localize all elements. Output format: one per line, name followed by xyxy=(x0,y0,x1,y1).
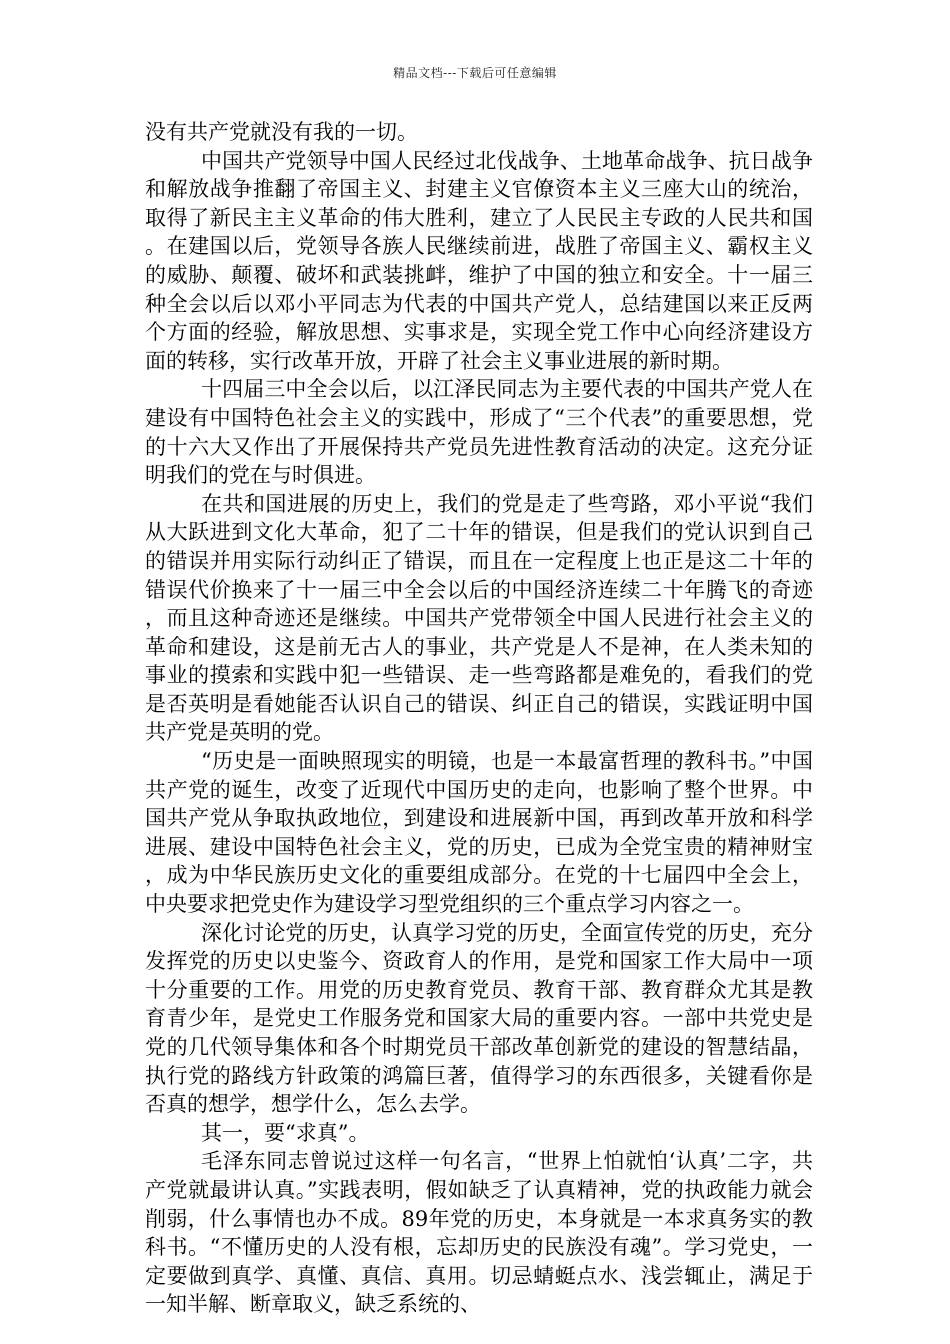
paragraph-4: 在共和国进展的历史上，我们的党是走了些弯路，邓小平说“我们从大跃进到文化大革命，犯了二十年的错误，但是我们的党认识到自己的错误并用实际行动纠正了错误，而且在一定程度上也正是这二十年的错误代价换来了十一届三中全会以后的中国经济连续二十年腾飞的奇迹，而且这种奇迹还是继续。中国共产党带领全中国人民进行社会主义的革命和建设，这是前无古人的事业，共产党是人不是神，在人类未知的事业的摸索和实践中犯一些错误、走一些弯路都是难免的，看我们的党是否英明是看她能否认识自己的错误、纠正自己的错误，实践证明中国共产党是英明的党。 xyxy=(145,491,813,745)
paragraph-3: 十四届三中全会以后，以江泽民同志为主要代表的中国共产党人在建设有中国特色社会主义的实践中，形成了“三个代表”的重要思想，党的十六大又作出了开展保持共产党员先进性教育活动的决定。这充分证明我们的党在与时俱进。 xyxy=(145,377,813,488)
paragraph-5: “历史是一面映照现实的明镜，也是一本最富哲理的教科书。”中国共产党的诞生，改变了近现代中国历史的走向，也影响了整个世界。中国共产党从争取执政地位，到建设和进展新中国，再到改革开放和科学进展、建设中国特色社会主义，党的历史，已成为全党宝贵的精神财宝，成为中华民族历史文化的重要组成部分。在党的十七届四中全会上，中央要求把党史作为建设学习型党组织的三个重点学习内容之一。 xyxy=(145,749,813,917)
paragraph-6: 深化讨论党的历史，认真学习党的历史，全面宣传党的历史，充分发挥党的历史以史鉴今、资政育人的作用，是党和国家工作大局中一项十分重要的工作。用党的历史教育党员、教育干部、教育群众尤其是教育青少年，是党史工作服务党和国家大局的重要内容。一部中共党史是党的几代领导集体和各个时期党员干部改革创新党的建设的智慧结晶，执行党的路线方针政策的鸿篇巨著，值得学习的东西很多，关键看你是否真的想学，想学什么，怎么去学。 xyxy=(145,920,813,1117)
paragraph-7: 其一，要“求真”。 xyxy=(201,1120,370,1145)
page-header: 精品文档---下载后可任意编辑 xyxy=(393,66,557,80)
paragraph-1: 没有共产党就没有我的一切。 xyxy=(145,120,418,144)
paragraph-2: 中国共产党领导中国人民经过北伐战争、土地革命战争、抗日战争和解放战争推翻了帝国主义、封建主义官僚资本主义三座大山的统治，取得了新民主主义革命的伟大胜利，建立了人民民主专政的人民共和国。在建国以后，党领导各族人民继续前进，战胜了帝国主义、霸权主义的威胁、颠覆、破坏和武装挑衅，维护了中国的独立和安全。十一届三种全会以后以邓小平同志为代表的中国共产党人，总结建国以来正反两个方面的经验，解放思想、实事求是，实现全党工作中心向经济建设方面的转移，实行改革开放，开辟了社会主义事业进展的新时期。 xyxy=(145,148,813,373)
document-body xyxy=(145,118,813,1319)
paragraph-8: 毛泽东同志曾说过这样一句名言，“世界上怕就怕‘认真’二字，共产党就最讲认真。”实践表明，假如缺乏了认真精神，党的执政能力就会削弱，什么事情也办不成。89年党的历史，本身就是一本求真务实的教科书。“不懂历史的人没有根，忘却历史的民族没有魂”。学习党史，一定要做到真学、真懂、真信、真用。切忌蜻蜓点水、浅尝辄止，满足于一知半解、断章取义，缺乏系统的、 xyxy=(145,1149,813,1317)
